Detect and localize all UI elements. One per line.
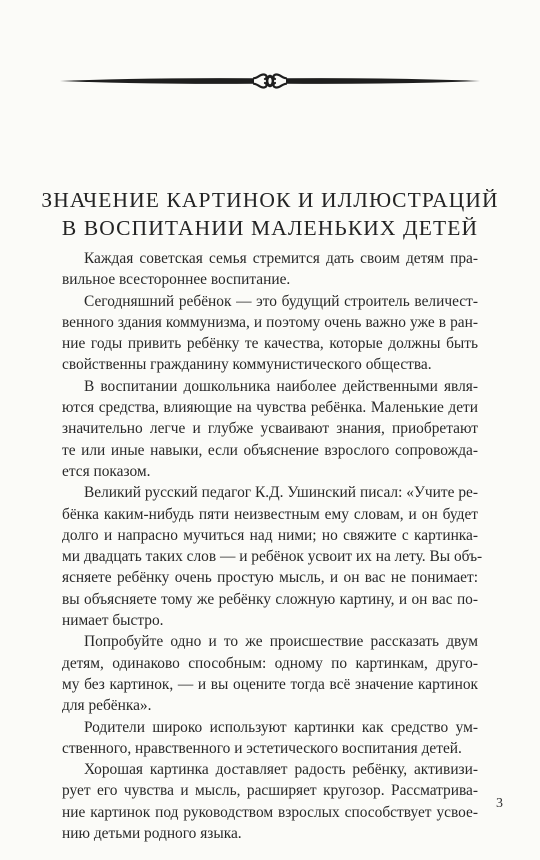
- chapter-title: [20, 186, 520, 242]
- text-line: рует его чувства и мысль, расширяет кругозор. Рассматрива-: [62, 782, 478, 800]
- chapter-title-line: В ВОСПИТАНИИ МАЛЕНЬКИХ ДЕТЕЙ: [61, 216, 479, 240]
- text-line: ется показом.: [62, 462, 151, 480]
- text-line: свойственны гражданину коммунистического общества.: [62, 356, 432, 374]
- text-line: те или иные навыки, если объяснение взрослого сопровожда-: [62, 441, 478, 459]
- paragraph: [62, 717, 478, 760]
- text-line: значительно легче и глубже усваивают знания, приобретают: [62, 420, 478, 438]
- text-line: ственного, нравственного и эстетического воспитания детей.: [62, 739, 462, 757]
- text-line: ние картинок под руководством взрослых способствует усвое-: [62, 803, 478, 821]
- paragraph: [62, 759, 478, 844]
- text-line: вы объясняете тому же ребёнку сложную картину, и он вас по-: [62, 590, 478, 608]
- text-line: В воспитании дошкольника наиболее действенными явля-: [84, 377, 478, 395]
- decorative-ornament: [58, 66, 482, 96]
- page-number: 3: [496, 796, 503, 811]
- text-line: ми двадцать таких слов — и ребёнок усвоит их на лету. Вы объ-: [62, 548, 483, 566]
- text-line: ются средства, влияющие на чувства ребёнка. Маленькие дети: [62, 399, 478, 417]
- paragraph: [62, 482, 483, 631]
- paragraph: [62, 291, 478, 376]
- text-line: венного здания коммунизма, и поэтому очень важно уже в ран-: [62, 313, 478, 331]
- text-line: Родители широко используют картинки как средство ум-: [84, 718, 478, 736]
- text-line: Каждая советская семья стремится дать своим детям пра-: [84, 250, 478, 267]
- text-line: Сегодняшний ребёнок — это будущий строитель величест-: [84, 292, 478, 310]
- paragraph: [62, 376, 478, 482]
- text-line: детям, одинаково способным: одному по картинкам, друго-: [62, 654, 478, 672]
- text-line: нию детьми родного языка.: [62, 825, 242, 843]
- text-line: му без картинок, — и вы оцените тогда всё значение картинок: [62, 675, 478, 693]
- text-line: вильное всестороннее воспитание.: [62, 271, 291, 289]
- text-line: Великий русский педагог К.Д. Ушинский писал: «Учите ре-: [84, 484, 478, 502]
- text-line: бёнка каким-нибудь пяти неизвестным ему словам, и он будет: [62, 505, 478, 523]
- paragraph: [62, 631, 478, 716]
- text-line: ясняете ребёнку очень простую мысль, и он вас не понимает:: [62, 569, 478, 587]
- text-line: для ребёнка».: [62, 697, 152, 715]
- text-line: долго и напрасно мучиться над ними; но свяжите с картинка-: [62, 526, 478, 544]
- text-line: Попробуйте одно и то же происшествие рассказать двум: [84, 633, 478, 651]
- text-line: нимает быстро.: [62, 612, 164, 630]
- text-line: ние годы привить ребёнку те качества, которые должны быть: [62, 335, 478, 353]
- body-text: [62, 248, 483, 844]
- text-line: Хорошая картинка доставляет радость ребёнку, активизи-: [84, 761, 478, 779]
- paragraph: [62, 248, 478, 291]
- chapter-title-line: ЗНАЧЕНИЕ КАРТИНОК И ИЛЛЮСТРАЦИЙ: [41, 188, 499, 212]
